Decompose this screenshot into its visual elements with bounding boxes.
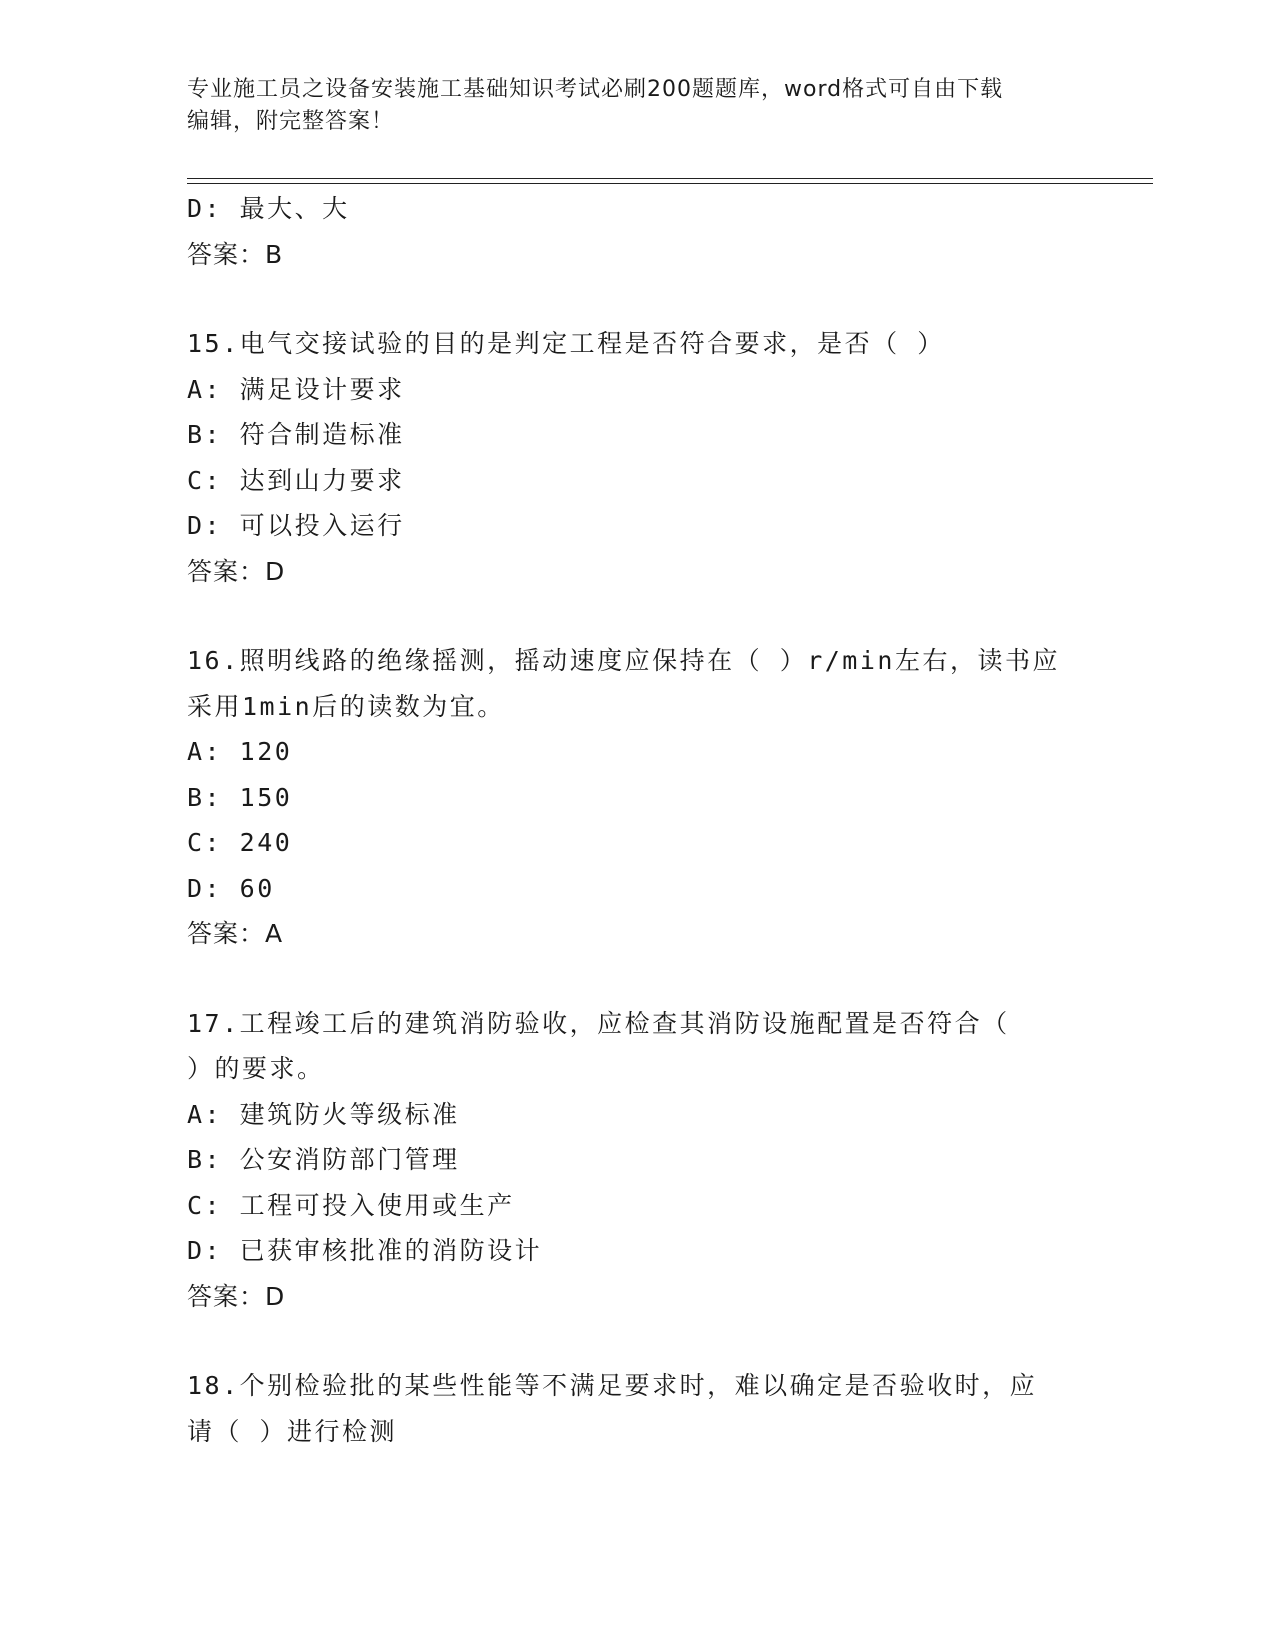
answer-line: 答案：D (187, 1281, 286, 1311)
question-content (187, 186, 1087, 1454)
question-text-line-1: 18.个别检验批的某些性能等不满足要求时，难以确定是否验收时，应 (187, 1371, 1038, 1400)
page-header (187, 74, 1087, 138)
header-title-line-1: 专业施工员之设备安装施工基础知识考试必刷200题题库，word格式可自由下载 (187, 77, 1004, 102)
question-text-line-2: ）的要求。 (187, 1054, 325, 1083)
header-title-line-2: 编辑，附完整答案！ (187, 109, 395, 134)
question-text-line-1: 17.工程竣工后的建筑消防验收，应检查其消防设施配置是否符合（ (187, 1008, 1010, 1038)
question-16 (187, 638, 1087, 957)
option-b: B: 符合制造标准 (187, 420, 405, 449)
answer-line: 答案：B (187, 239, 284, 269)
header-divider (187, 178, 1153, 184)
carry-over-question (187, 186, 1087, 277)
question-text-line-2: 请（ ）进行检测 (187, 1416, 398, 1446)
option-b: B: 150 (187, 782, 293, 812)
option-d: D: 已获审核批准的消防设计 (187, 1236, 543, 1265)
option-d: D: 最大、大 (187, 194, 350, 223)
answer-line: 答案：A (187, 919, 284, 948)
option-c: C: 240 (187, 828, 293, 857)
question-text: 15.电气交接试验的目的是判定工程是否符合要求，是否（ ） (187, 329, 945, 358)
option-a: A: 满足设计要求 (187, 374, 405, 404)
option-c: C: 工程可投入使用或生产 (187, 1190, 515, 1220)
option-c: C: 达到山力要求 (187, 465, 405, 495)
option-a: A: 120 (187, 737, 293, 766)
option-d: D: 可以投入运行 (187, 511, 405, 540)
question-text-line-1: 16.照明线路的绝缘摇测，摇动速度应保持在（ ）r/min左右，读书应 (187, 646, 1060, 675)
option-a: A: 建筑防火等级标准 (187, 1099, 460, 1129)
question-18 (187, 1363, 1087, 1454)
question-15 (187, 321, 1087, 594)
question-text-line-2: 采用1min后的读数为宜。 (187, 691, 505, 721)
option-b: B: 公安消防部门管理 (187, 1145, 460, 1174)
question-17 (187, 1001, 1087, 1320)
answer-line: 答案：D (187, 556, 286, 586)
option-d: D: 60 (187, 873, 275, 903)
